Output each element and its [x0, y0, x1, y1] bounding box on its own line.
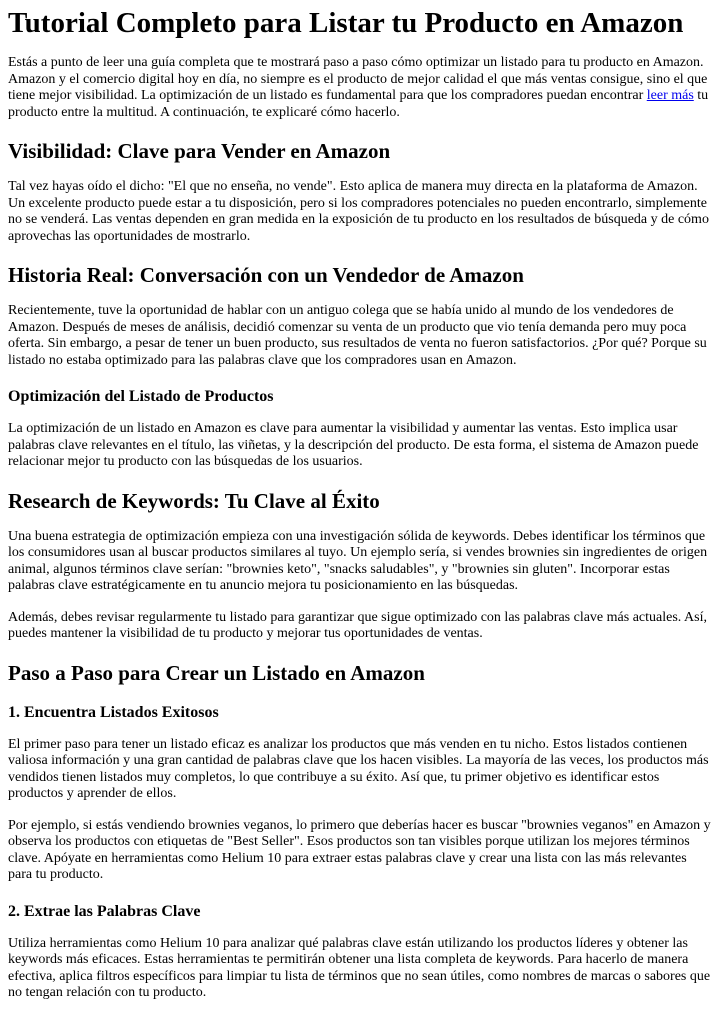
paragraph-research-1: Una buena estrategia de optimización empieza con una investigación sólida de keywords. Debes identificar los términos que los consumidores usan al buscar productos similares al tuyo. Un ejemplo sería, si vendes brownies sin ingredientes de origen animal, algunos términos clave serían: "brownies keto", "snacks saludables", y "brownies sin gluten". Incorporar estas palabras clave estratégicamente en tu anuncio mejora tu posicionamiento en las búsquedas.	[8, 528, 708, 593]
paragraph-optimizacion: La optimización de un listado en Amazon es clave para aumentar la visibilidad y aumentar las ventas. Esto implica usar palabras clave relevantes en el título, las viñetas, y la descripción del producto. De esta forma, el sistema de Amazon puede relacionar mejor tu producto con las búsquedas de los usuarios.	[8, 421, 699, 469]
subheading-optimizacion: Optimización del Listado de Productos	[8, 388, 274, 405]
page-title: Tutorial Completo para Listar tu Producto en Amazon	[8, 7, 684, 39]
intro-text-after-link: tu producto entre la multitud. A continuación, te explicaré cómo hacerlo.	[8, 88, 709, 120]
heading-historia: Historia Real: Conversación con un Vendedor de Amazon	[8, 263, 524, 287]
paragraph-step-2: Utiliza herramientas como Helium 10 para analizar qué palabras clave están utilizando los productos líderes y obtener las keywords más eficaces. Estas herramientas te permitirán obtener una lista completa de keywords. Para hacerlo de manera efectiva, aplica filtros específicos para limpiar tu lista de términos que no sean útiles, como nombres de marcas o sabores que no tengan relación con tu producto.	[8, 935, 711, 1000]
paragraph-historia: Recientemente, tuve la oportunidad de hablar con un antiguo colega que se había unido al mundo de los vendedores de Amazon. Después de meses de análisis, decidió comenzar su venta de un producto que vio tenía demanda pero muy poca oferta. Sin embargo, a pesar de tener un buen producto, sus resultados de venta no fueron satisfactorios. ¿Por qué? Porque su listado no estaba optimizado para las palabras clave que los compradores usan en Amazon.	[8, 303, 707, 368]
paragraph-step-1a: El primer paso para tener un listado eficaz es analizar los productos que más venden en tu nicho. Estos listados contienen valiosa información y una gran cantidad de palabras clave que los hacen visibles. La mayoría de las veces, los productos más vendidos tienen listados muy completos, lo que contribuye a su éxito. Así que, tu primer objetivo es identificar estos productos y aprender de ellos.	[8, 736, 709, 801]
heading-visibilidad: Visibilidad: Clave para Vender en Amazon	[8, 139, 391, 163]
read-more-link[interactable]: leer más	[646, 88, 694, 103]
intro-text-before-link: Estás a punto de leer una guía completa que te mostrará paso a paso cómo optimizar un listado para tu producto en Amazon. Amazon y el comercio digital hoy en día, no siempre es el producto de mejor calidad el que más ventas consigue, sino el que tiene mejor visibilidad. La optimización de un listado es fundamental para que los compradores puedan encontrar	[8, 55, 708, 103]
article	[0, 7, 720, 1002]
subheading-step-2: 2. Extrae las Palabras Clave	[8, 902, 201, 920]
paragraph-step-1b: Por ejemplo, si estás vendiendo brownies veganos, lo primero que deberías hacer es buscar "brownies veganos" en Amazon y observa los productos con etiquetas de "Best Seller". Esos productos son tan visibles porque utilizan los mejores términos clave. Apóyate en herramientas como Helium 10 para extraer estas palabras clave y crear una lista con las más relevantes para tu producto.	[8, 817, 711, 882]
intro-paragraph	[8, 55, 713, 121]
paragraph-visibilidad: Tal vez hayas oído el dicho: "El que no enseña, no vende". Esto aplica de manera muy directa en la plataforma de Amazon. Un excelente producto puede estar a tu disposición, pero si los compradores potenciales no pueden encontrarlo, simplemente no se venderá. Las ventas dependen en gran medida en la exposición de tu producto en los resultados de búsqueda y de cómo aprovechas las oportunidades de mostrarlo.	[8, 179, 709, 244]
subheading-step-1: 1. Encuentra Listados Exitosos	[8, 703, 219, 721]
heading-research: Research de Keywords: Tu Clave al Éxito	[8, 488, 380, 513]
heading-paso-a-paso: Paso a Paso para Crear un Listado en Amazon	[8, 660, 425, 685]
paragraph-research-2: Además, debes revisar regularmente tu listado para garantizar que sigue optimizado con las palabras clave más actuales. Así, puedes mantener la visibilidad de tu producto y mejorar tus oportunidades de ventas.	[8, 609, 707, 641]
